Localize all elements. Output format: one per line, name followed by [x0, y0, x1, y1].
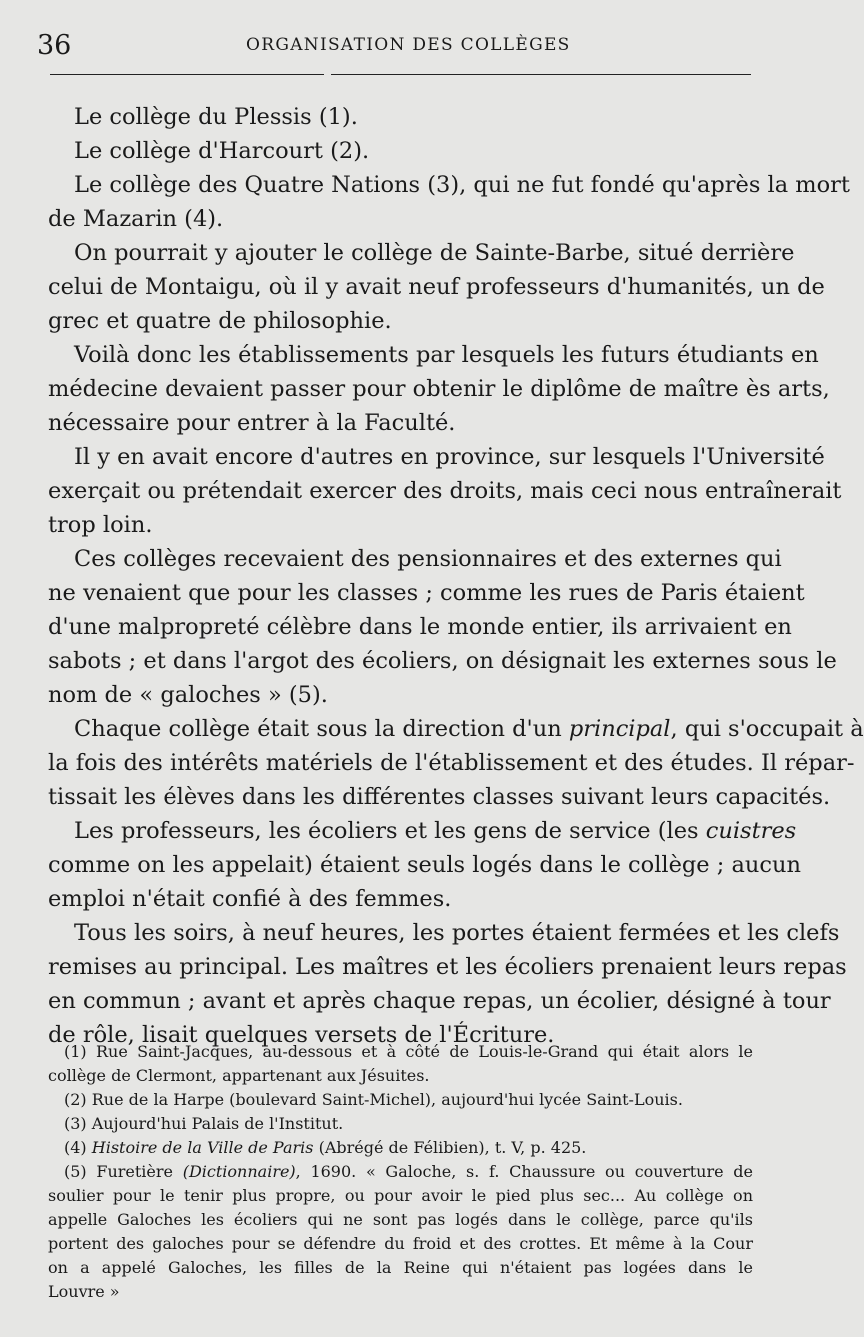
- text-run: , qui s'occupait à: [670, 716, 864, 742]
- text-line: trop loin.: [48, 512, 153, 538]
- text-line: Il y en avait encore d'autres en province, sur lesquels l'Université: [74, 444, 825, 470]
- footnote-4: [48, 1136, 753, 1160]
- text-line: [48, 814, 797, 848]
- text-run: Chaque collège était sous la direction d'un: [74, 716, 569, 742]
- running-title: ORGANISATION DES COLLÈGES: [246, 35, 571, 55]
- text-line: tissait les élèves dans les différentes classes suivant leurs capacités.: [48, 784, 831, 810]
- text-line: emploi n'était confié à des femmes.: [48, 886, 452, 912]
- page-header: [0, 0, 800, 80]
- header-rule-left: [50, 74, 324, 75]
- text-line: [48, 712, 864, 746]
- text-line: médecine devaient passer pour obtenir le diplôme de maître ès arts,: [48, 376, 830, 402]
- text-run: Les professeurs, les écoliers et les gens de service (les: [74, 818, 706, 844]
- main-text: [48, 100, 864, 1052]
- footnote-text: , 1690. « Galoche, s. f. Chaussure ou couverture de: [295, 1162, 753, 1181]
- text-line: celui de Montaigu, où il y avait neuf professeurs d'humanités, un de: [48, 274, 825, 300]
- text-line: ne venaient que pour les classes ; comme les rues de Paris étaient: [48, 580, 805, 606]
- footnote-5: [48, 1160, 753, 1184]
- text-line: nom de « galoches » (5).: [48, 682, 328, 708]
- text-line: remises au principal. Les maîtres et les écoliers prenaient leurs repas: [48, 954, 847, 980]
- text-line: en commun ; avant et après chaque repas, un écolier, désigné à tour: [48, 988, 831, 1014]
- text-line: comme on les appelait) étaient seuls logés dans le collège ; aucun: [48, 852, 801, 878]
- text-line: Le collège du Plessis (1).: [74, 104, 358, 130]
- text-line: sabots ; et dans l'argot des écoliers, on désignait les externes sous le: [48, 648, 837, 674]
- footnote-title: (Dictionnaire): [182, 1162, 296, 1181]
- text-line: Voilà donc les établissements par lesquels les futurs étudiants en: [74, 342, 819, 368]
- footnote-5-continued: Louvre »: [48, 1282, 120, 1301]
- footnote-5-continued: appelle Galoches les écoliers qui ne sont pas logés dans le collège, parce qu'ils: [48, 1210, 753, 1229]
- footnote-5-continued: soulier pour le tenir plus propre, ou pour avoir le pied plus sec... Au collège on: [48, 1186, 753, 1205]
- text-line: On pourrait y ajouter le collège de Sainte-Barbe, situé derrière: [74, 240, 795, 266]
- text-line: la fois des intérêts matériels de l'établissement et des études. Il répar-: [48, 750, 855, 776]
- footnote-number: (4): [64, 1138, 92, 1157]
- text-line: grec et quatre de philosophie.: [48, 308, 392, 334]
- text-line: Tous les soirs, à neuf heures, les portes étaient fermées et les clefs: [74, 920, 840, 946]
- footnote-2: (2) Rue de la Harpe (boulevard Saint-Michel), aujourd'hui lycée Saint-Louis.: [64, 1090, 683, 1109]
- text-line: de Mazarin (4).: [48, 206, 224, 232]
- italic-word: principal: [568, 716, 671, 742]
- text-line: Le collège des Quatre Nations (3), qui ne fut fondé qu'après la mort: [74, 172, 850, 198]
- footnote-title: Histoire de la Ville de Paris: [91, 1138, 314, 1157]
- footnote-1-continued: collège de Clermont, appartenant aux Jésuites.: [48, 1066, 430, 1085]
- footnotes: [48, 1040, 753, 1304]
- text-line: nécessaire pour entrer à la Faculté.: [48, 410, 456, 436]
- footnote-5-continued: on a appelé Galoches, les filles de la Reine qui n'étaient pas logées dans le: [48, 1258, 753, 1277]
- footnote-author: (5) Furetière: [64, 1162, 183, 1181]
- footnote-1: (1) Rue Saint-Jacques, au-dessous et à côté de Louis-le-Grand qui était alors le: [64, 1042, 753, 1061]
- text-line: exerçait ou prétendait exercer des droits, mais ceci nous entraînerait: [48, 478, 842, 504]
- text-line: d'une malpropreté célèbre dans le monde entier, ils arrivaient en: [48, 614, 792, 640]
- text-line: Ces collèges recevaient des pensionnaires et des externes qui: [74, 546, 782, 572]
- header-rule-right: [331, 74, 751, 75]
- footnote-3: (3) Aujourd'hui Palais de l'Institut.: [64, 1114, 344, 1133]
- italic-word: cuistres: [705, 818, 797, 844]
- footnote-text: (Abrégé de Félibien), t. V, p. 425.: [313, 1138, 587, 1157]
- text-line: Le collège d'Harcourt (2).: [74, 138, 370, 164]
- footnote-5-continued: portent des galoches pour se défendre du froid et des crottes. Et même à la Cour: [48, 1234, 753, 1253]
- page-number: 36: [37, 30, 72, 61]
- text-line: de rôle, lisait quelques versets de l'Écriture.: [48, 1022, 555, 1048]
